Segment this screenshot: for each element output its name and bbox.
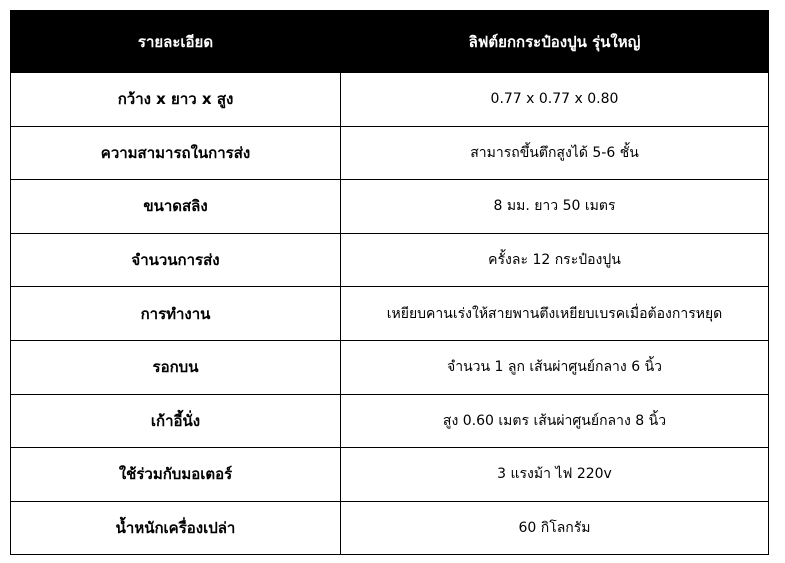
table-row [11,340,769,394]
row-value: เหยียบคานเร่งให้สายพานตึงเหยียบเบรคเมื่อต้องการหยุด [341,287,769,341]
header-product: ลิฟต์ยกกระป๋องปูน รุ่นใหญ่ [341,11,769,73]
row-label: การทำงาน [11,287,341,341]
row-label: ใช้ร่วมกับมอเตอร์ [11,448,341,502]
table-row [11,73,769,127]
row-value: จำนวน 1 ลูก เส้นผ่าศูนย์กลาง 6 นิ้ว [341,340,769,394]
row-value: 0.77 x 0.77 x 0.80 [341,73,769,127]
row-value: 8 มม. ยาว 50 เมตร [341,180,769,234]
row-label: ขนาดสลิง [11,180,341,234]
row-label: เก้าอี้นั่ง [11,394,341,448]
header-row [11,11,769,73]
table-row [11,233,769,287]
row-label: ความสามารถในการส่ง [11,126,341,180]
spec-table [10,10,769,555]
table-row [11,287,769,341]
row-value: สามารถขึ้นตึกสูงได้ 5-6 ชั้น [341,126,769,180]
table-row [11,394,769,448]
row-value: 60 กิโลกรัม [341,501,769,555]
header-detail: รายละเอียด [11,11,341,73]
row-value: สูง 0.60 เมตร เส้นผ่าศูนย์กลาง 8 นิ้ว [341,394,769,448]
row-label: รอกบน [11,340,341,394]
row-label: จำนวนการส่ง [11,233,341,287]
row-value: 3 แรงม้า ไฟ 220v [341,448,769,502]
table-row [11,180,769,234]
row-label: น้ำหนักเครื่องเปล่า [11,501,341,555]
row-value: ครั้งละ 12 กระป๋องปูน [341,233,769,287]
row-label: กว้าง x ยาว x สูง [11,73,341,127]
table-row [11,501,769,555]
table-row [11,448,769,502]
table-row [11,126,769,180]
